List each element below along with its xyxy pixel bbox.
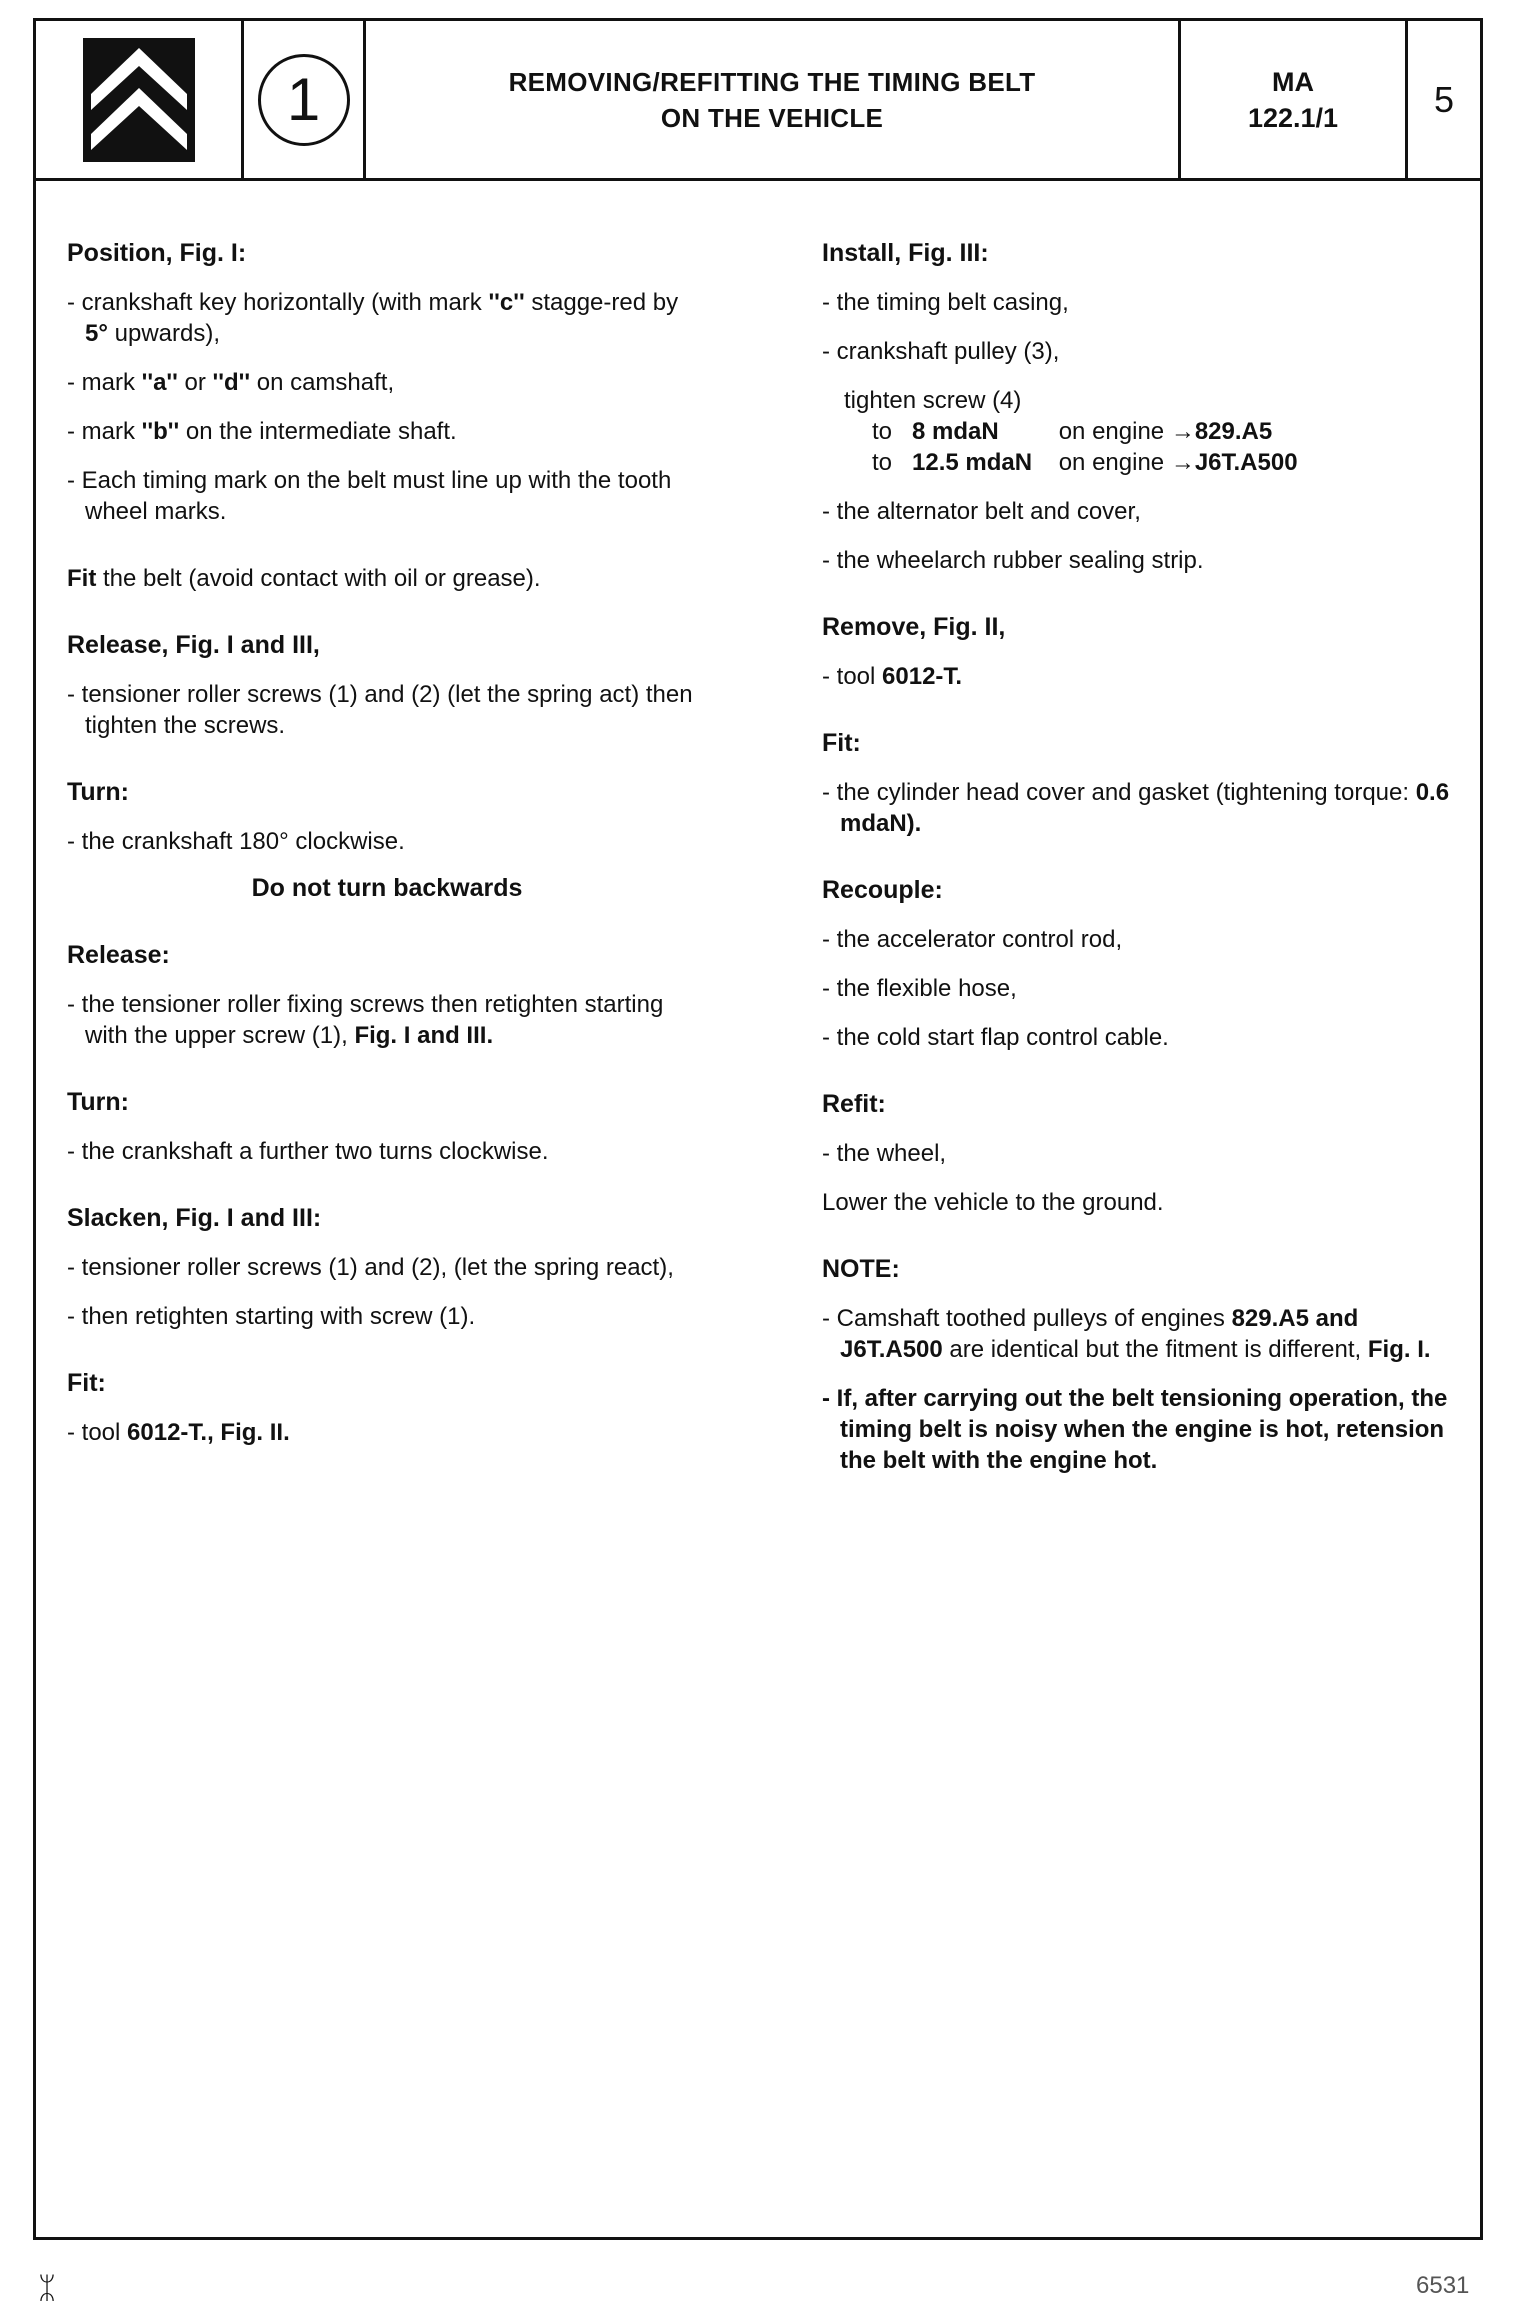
right-column [822,238,1462,1494]
fit-item [67,1417,707,1448]
reference-line-1: MA [1272,66,1314,97]
text: - mark [67,418,142,445]
fit-heading: Fit: [67,1369,106,1397]
note-item-1 [822,1303,1462,1365]
page-number: 5 [1433,78,1455,120]
release-2-item [67,989,707,1051]
text: the belt (avoid contact with oil or grease). [96,565,541,592]
tighten-line: tighten screw (4) [844,387,1022,414]
title-line-2: ON THE VEHICLE [660,102,884,133]
note-warning: - If, after carrying out the belt tensioning operation, the timing belt is noisy when the engine is hot, retension the belt with the engine hot. [822,1385,1448,1474]
text: - Camshaft toothed pulleys of engines [822,1305,1232,1332]
arrow-right-icon: → [1170,418,1195,445]
recouple-item-1: - the accelerator control rod, [822,926,1123,953]
slacken-item-2: - then retighten starting with screw (1). [67,1303,476,1330]
remove-heading: Remove, Fig. II, [822,613,1006,641]
refit-item: - the wheel, [822,1140,947,1167]
fit-word: Fit [67,565,97,592]
fit-belt-paragraph [67,563,707,594]
note-heading: NOTE: [822,1255,900,1283]
on-engine-text: on engine [1058,449,1165,476]
figure-ref: Fig. I and III. [354,1022,494,1049]
title-line-1: REMOVING/REFITTING THE TIMING BELT [508,66,1036,97]
mark-c: ''c'' [488,289,525,316]
citroen-double-chevron-icon [83,38,195,162]
text: - tool [67,1419,128,1446]
engine-codes: 829.A5 and J6T.A500 [840,1305,1359,1363]
page-number-cell [1408,21,1480,178]
install-item-3: - the alternator belt and cover, [822,498,1141,525]
to-word: to [872,418,893,445]
install-item-2: - crankshaft pulley (3), [822,338,1060,365]
recouple-item-2: - the flexible hose, [822,975,1017,1002]
turn-2-item: - the crankshaft a further two turns clockwise. [67,1138,549,1165]
angle-value: 5° [85,320,108,347]
torque-value: 12.5 mdaN [912,449,1033,476]
text: - the cylinder head cover and gasket (tightening torque: [822,779,1416,806]
install-item-1: - the timing belt casing, [822,289,1069,316]
position-heading: Position, Fig. I: [67,239,247,267]
text: - the tensioner roller fixing screws then retighten starting with the upper screw (1), [67,991,664,1049]
header [36,21,1480,181]
to-word: to [872,449,893,476]
text: - tool [822,663,883,690]
position-item-1 [67,287,707,349]
text: or [177,369,213,396]
slacken-item-1: - tensioner roller screws (1) and (2), (let the spring react), [67,1254,674,1281]
left-column [67,238,707,1466]
footer-code: 6531 [1416,2272,1470,2299]
text: stagge-red by [524,289,679,316]
mark-a: ''a'' [141,369,178,396]
recouple-heading: Recouple: [822,876,943,904]
note-item-2 [822,1383,1462,1476]
torque-value: 8 mdaN [912,418,999,445]
text: upwards), [107,320,220,347]
text: on the intermediate shaft. [179,418,457,445]
arrow-right-icon: → [1170,449,1195,476]
tool-ref: 6012-T. [882,663,963,690]
release-2-heading: Release: [67,941,170,969]
release-1-item: - tensioner roller screws (1) and (2) (let the spring act) then tighten the screws. [67,681,693,739]
text: - crankshaft key horizontally (with mark [67,289,489,316]
lower-vehicle-line: Lower the vehicle to the ground. [822,1189,1164,1216]
position-item-3 [67,416,707,447]
release-1-heading: Release, Fig. I and III, [67,631,320,659]
position-item-2 [67,367,707,398]
title-cell [366,21,1181,178]
reference-line-2: 122.1/1 [1247,102,1339,133]
torque-value: 0.6 mdaN). [840,779,1450,837]
fit-heading: Fit: [822,729,861,757]
turn-1-heading: Turn: [67,778,130,806]
torque-block [822,385,1462,478]
text: on camshaft, [250,369,395,396]
engine-code: 829.A5 [1194,418,1273,445]
text: are identical but the fitment is different, [942,1336,1368,1363]
turn-2-heading: Turn: [67,1088,130,1116]
install-item-4: - the wheelarch rubber sealing strip. [822,547,1204,574]
footer-mark-icon: ᛯ [38,2272,56,2305]
section-number: 1 [258,54,350,146]
torque-row [844,416,1462,447]
mark-d: ''d'' [212,369,251,396]
logo-cell [36,21,244,178]
section-number-cell [244,21,366,178]
recouple-item-3: - the cold start flap control cable. [822,1024,1169,1051]
install-heading: Install, Fig. III: [822,239,989,267]
turn-1-item: - the crankshaft 180° clockwise. [67,828,405,855]
torque-row [844,447,1462,478]
figure-ref: Fig. I. [1367,1336,1431,1363]
engine-code: J6T.A500 [1194,449,1298,476]
text: - mark [67,369,142,396]
fit-item [822,777,1462,839]
position-item-4: - Each timing mark on the belt must line up with the tooth wheel marks. [67,467,672,525]
slacken-heading: Slacken, Fig. I and III: [67,1204,322,1232]
mark-b: ''b'' [141,418,180,445]
remove-item [822,661,1462,692]
refit-heading: Refit: [822,1090,886,1118]
turn-warning: Do not turn backwards [251,874,523,902]
on-engine-text: on engine [1058,418,1165,445]
tool-ref: 6012-T., Fig. II. [127,1419,290,1446]
reference-cell [1181,21,1408,178]
